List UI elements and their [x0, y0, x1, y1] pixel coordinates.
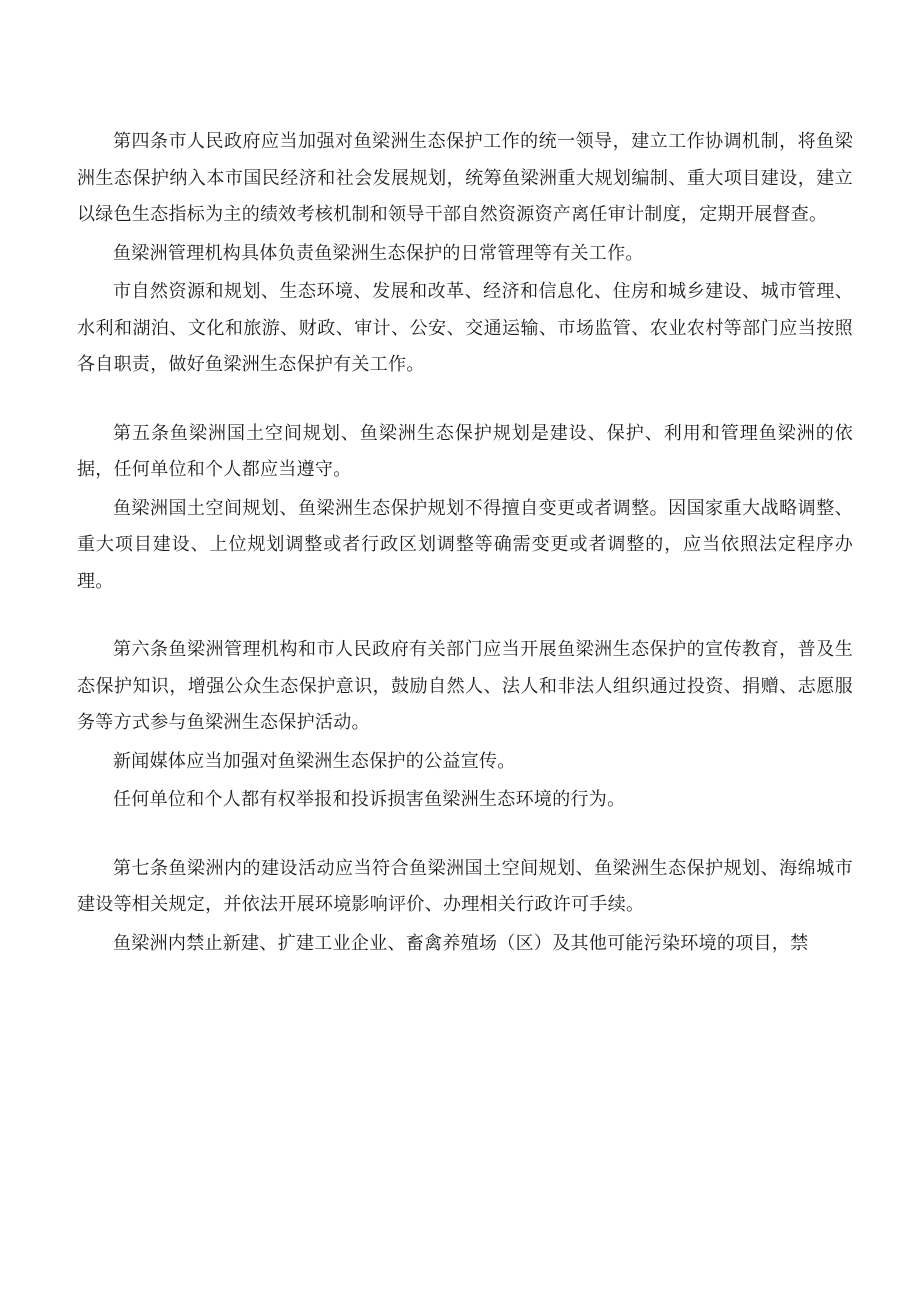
article-4: [77, 124, 853, 384]
article-7-paragraph-2: 鱼梁洲内禁止新建、扩建工业企业、畜禽养殖场（区）及其他可能污染环境的项目，禁: [113, 932, 809, 954]
article-6: [77, 632, 853, 819]
article-5: [77, 416, 853, 601]
article-4-paragraph-1: 第四条市人民政府应当加强对鱼梁洲生态保护工作的统一领导，建立工作协调机制，将鱼梁洲生态保护纳入本市国民经济和社会发展规划，统筹鱼梁洲重大规划编制、重大项目建设，建立以绿色生态指标为主的绩效考核机制和领导干部自然资源资产离任审计制度，定期开展督查。: [77, 131, 853, 225]
article-4-paragraph-3: 市自然资源和规划、生态环境、发展和改革、经济和信息化、住房和城乡建设、城市管理、水利和湖泊、文化和旅游、财政、审计、公安、交通运输、市场监管、农业农村等部门应当按照各自职责，做好鱼梁洲生态保护有关工作。: [77, 281, 853, 375]
article-6-paragraph-2: 新闻媒体应当加强对鱼梁洲生态保护的公益宣传。: [113, 750, 516, 772]
article-7: [77, 851, 853, 963]
article-5-paragraph-2: 鱼梁洲国土空间规划、鱼梁洲生态保护规划不得擅自变更或者调整。因国家重大战略调整、重大项目建设、上位规划调整或者行政区划调整等确需变更或者调整的，应当依照法定程序办理。: [77, 497, 853, 592]
article-4-paragraph-2: 鱼梁洲管理机构具体负责鱼梁洲生态保护的日常管理等有关工作。: [113, 242, 644, 264]
article-6-paragraph-3: 任何单位和个人都有权举报和投诉损害鱼梁洲生态环境的行为。: [113, 789, 626, 810]
article-5-paragraph-1: 第五条鱼梁洲国土空间规划、鱼梁洲生态保护规划是建设、保护、利用和管理鱼梁洲的依据，任何单位和个人都应当遵守。: [77, 422, 853, 480]
article-7-paragraph-1: 第七条鱼梁洲内的建设活动应当符合鱼梁洲国土空间规划、鱼梁洲生态保护规划、海绵城市建设等相关规定，并依法开展环境影响评价、办理相关行政许可手续。: [77, 857, 853, 915]
document-page: [77, 124, 853, 962]
article-6-paragraph-1: 第六条鱼梁洲管理机构和市人民政府有关部门应当开展鱼梁洲生态保护的宣传教育，普及生态保护知识，增强公众生态保护意识，鼓励自然人、法人和非法人组织通过投资、捐赠、志愿服务等方式参与鱼梁洲生态保护活动。: [77, 639, 853, 733]
